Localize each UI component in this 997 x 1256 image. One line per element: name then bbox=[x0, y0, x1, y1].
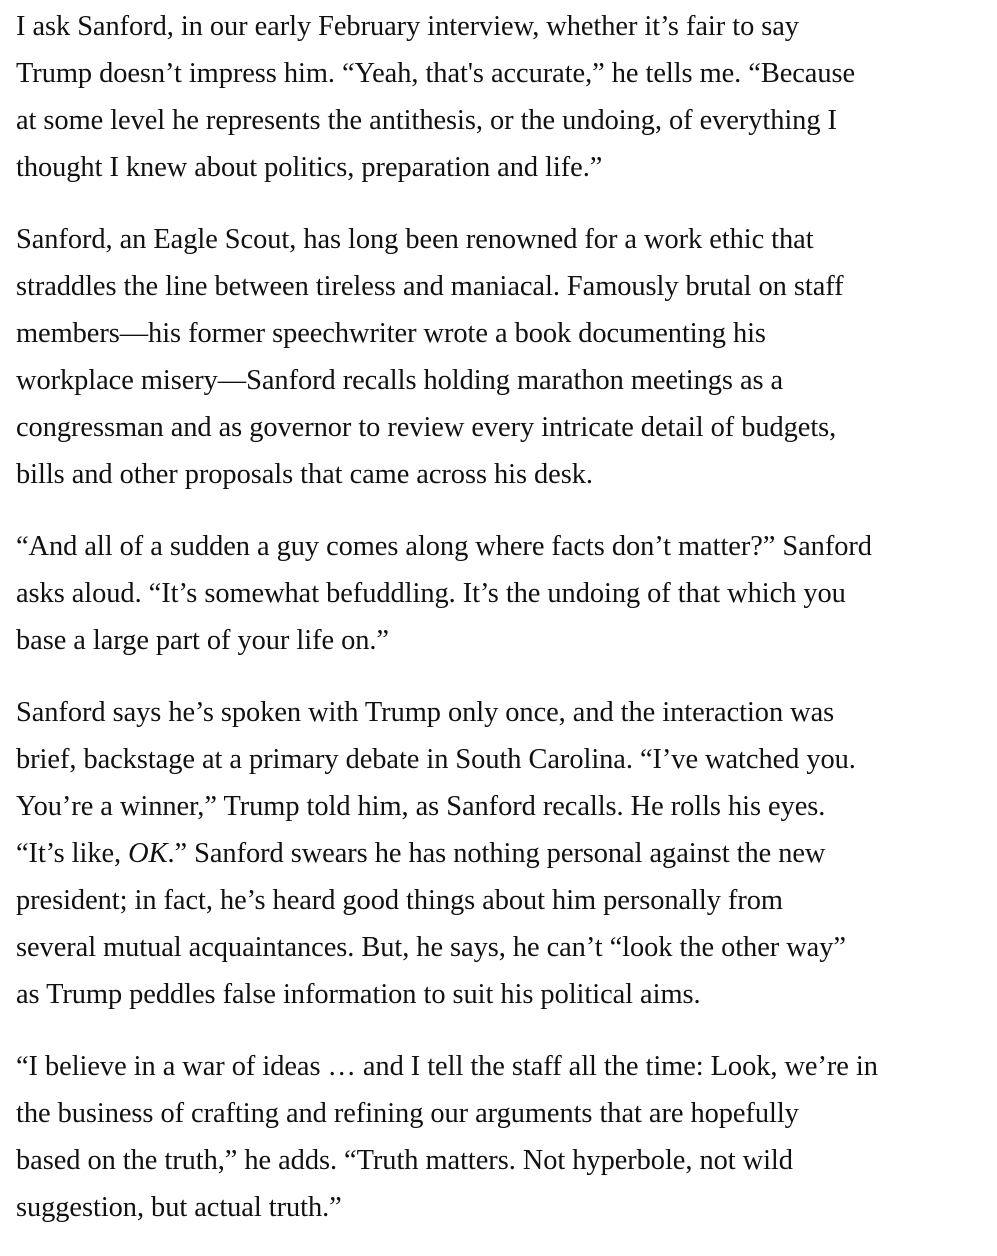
text-segment: “It’s like, bbox=[16, 838, 129, 869]
text-line: president; in fact, he’s heard good things about him personally from bbox=[16, 885, 783, 916]
italic-emphasis: OK bbox=[128, 838, 168, 869]
text-line: Sanford, an Eagle Scout, has long been renowned for a work ethic that bbox=[16, 224, 814, 255]
text-line: Trump doesn’t impress him. “Yeah, that's accurate,” he tells me. “Because bbox=[16, 58, 856, 89]
text-line: at some level he represents the antithesis, or the undoing, of everything I bbox=[16, 105, 837, 136]
paragraph-facts-quote bbox=[16, 523, 989, 664]
text-line: members—his former speechwriter wrote a book documenting his bbox=[16, 318, 766, 349]
paragraph-war-of-ideas bbox=[16, 1043, 989, 1231]
text-line: workplace misery—Sanford recalls holding marathon meetings as a bbox=[16, 365, 784, 396]
text-segment: .” Sanford swears he has nothing personal against the new bbox=[167, 838, 826, 869]
text-line: “I believe in a war of ideas … and I tell the staff all the time: Look, we’re in bbox=[16, 1051, 878, 1082]
text-line: the business of crafting and refining our arguments that are hopefully bbox=[16, 1098, 799, 1129]
text-line: asks aloud. “It’s somewhat befuddling. It’s the undoing of that which you bbox=[16, 578, 846, 609]
text-line: as Trump peddles false information to suit his political aims. bbox=[16, 979, 701, 1010]
text-line: bills and other proposals that came across his desk. bbox=[16, 459, 593, 490]
text-line: brief, backstage at a primary debate in South Carolina. “I’ve watched you. bbox=[16, 744, 856, 775]
text-line: You’re a winner,” Trump told him, as Sanford recalls. He rolls his eyes. bbox=[16, 791, 826, 822]
text-line: Sanford says he’s spoken with Trump only once, and the interaction was bbox=[16, 697, 835, 728]
text-line: several mutual acquaintances. But, he says, he can’t “look the other way” bbox=[16, 932, 846, 963]
text-line: straddles the line between tireless and maniacal. Famously brutal on staff bbox=[16, 271, 844, 302]
text-line: “And all of a sudden a guy comes along where facts don’t matter?” Sanford bbox=[16, 531, 872, 562]
text-line: based on the truth,” he adds. “Truth matters. Not hyperbole, not wild bbox=[16, 1145, 793, 1176]
paragraph-work-ethic bbox=[16, 216, 989, 498]
text-line-with-italic bbox=[16, 830, 989, 877]
text-line: thought I knew about politics, preparation and life.” bbox=[16, 152, 603, 183]
text-line: base a large part of your life on.” bbox=[16, 625, 389, 656]
paragraph-trump-meeting bbox=[16, 689, 989, 1018]
text-line: congressman and as governor to review every intricate detail of budgets, bbox=[16, 412, 837, 443]
paragraph-interview-question bbox=[16, 3, 989, 191]
text-line: suggestion, but actual truth.” bbox=[16, 1192, 342, 1223]
text-line: I ask Sanford, in our early February interview, whether it’s fair to say bbox=[16, 11, 799, 42]
